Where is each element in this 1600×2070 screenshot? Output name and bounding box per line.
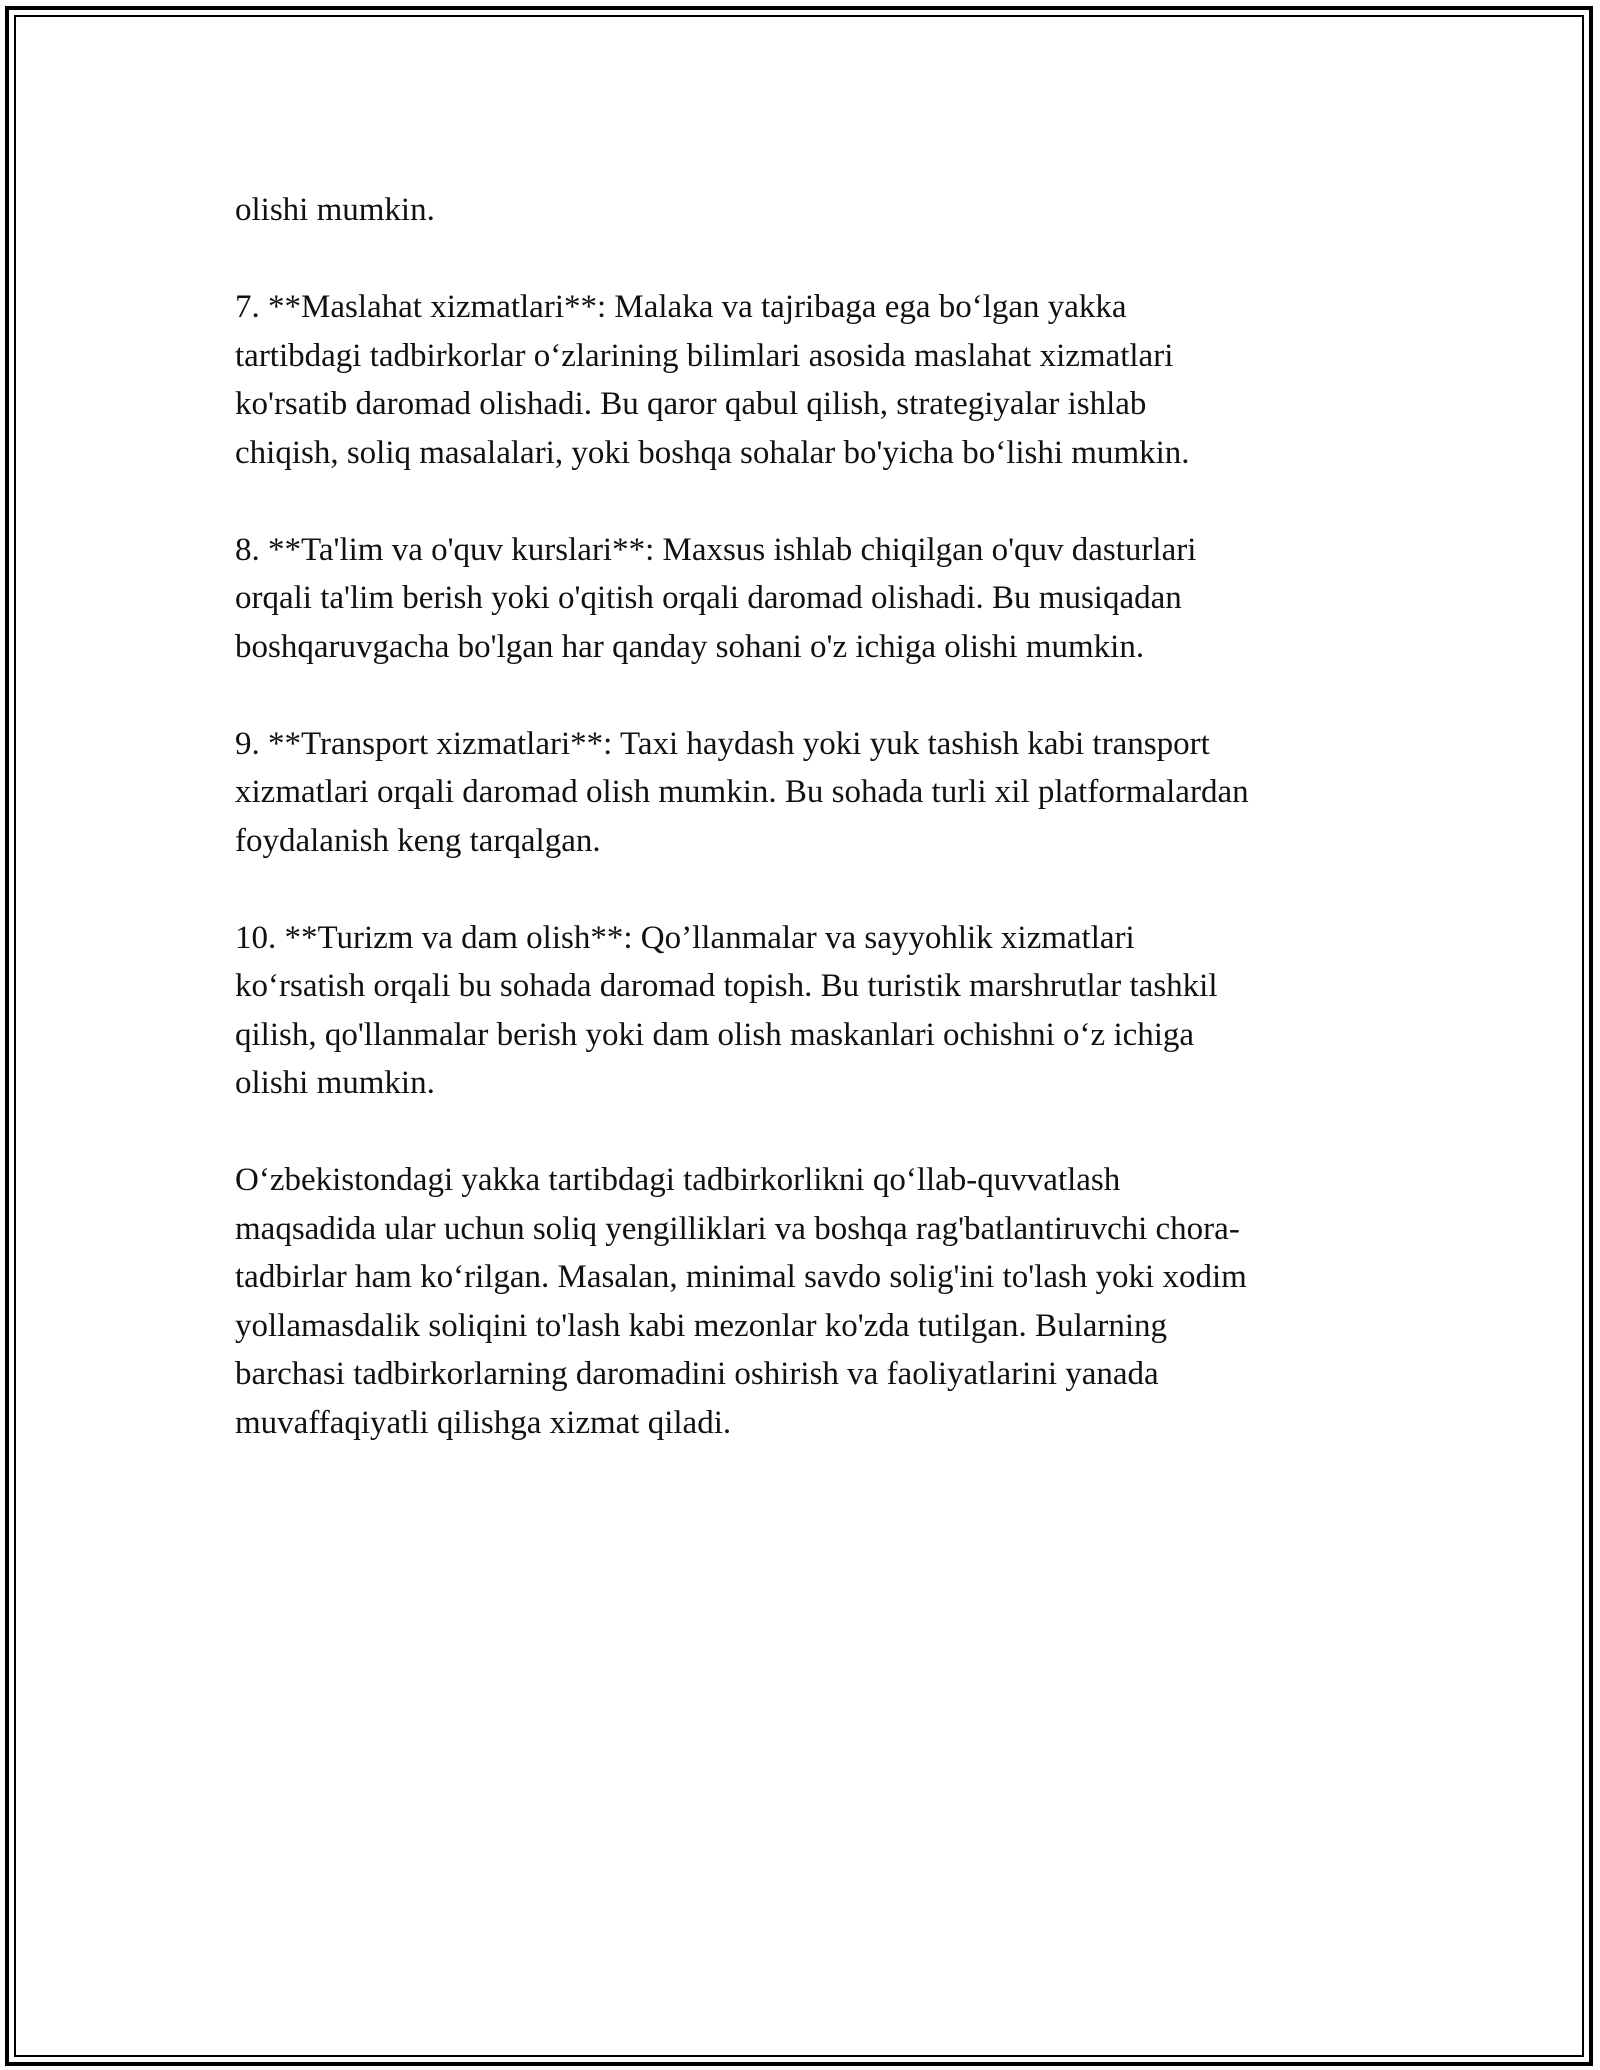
text-line: ko'rsatib daromad olishadi. Bu qaror qabul qilish, strategiyalar ishlab: [235, 386, 1147, 422]
text-line: qilish, qo'llanmalar berish yoki dam olish maskanlari ochishni o‘z ichiga: [235, 1016, 1195, 1053]
text-line: tadbirlar ham ko‘rilgan. Masalan, minimal savdo solig'ini to'lash yoki xodim: [235, 1259, 1247, 1295]
text-line: xizmatlari orqali daromad olish mumkin. Bu sohada turli xil platformalardan: [235, 774, 1249, 810]
text-line: maqsadida ular uchun soliq yengilliklari va boshqa rag'batlantiruvchi chora-: [235, 1210, 1240, 1247]
text-line: tartibdagi tadbirkorlar o‘zlarining bilimlari asosida maslahat xizmatlari: [235, 337, 1174, 374]
text-line: ko‘rsatish orqali bu sohada daromad topish. Bu turistik marshrutlar tashkil: [235, 968, 1218, 1004]
paragraph-conclusion: [235, 1156, 1375, 1447]
text-line: olishi mumkin.: [235, 1065, 435, 1101]
text-line: muvaffaqiyatli qilishga xizmat qiladi.: [235, 1404, 732, 1441]
text-line: barchasi tadbirkorlarning daromadini oshirish va faoliyatlarini yanada: [235, 1356, 1159, 1392]
text-line: 10. **Turizm va dam olish**: Qo’llanmalar va sayyohlik xizmatlari: [235, 919, 1135, 956]
text-line: orqali ta'lim berish yoki o'qitish orqali daromad olishadi. Bu musiqadan: [235, 580, 1182, 616]
text-line: 8. **Ta'lim va o'quv kurslari**: Maxsus ishlab chiqilgan o'quv dasturlari: [235, 531, 1197, 568]
paragraph-item-9: [235, 720, 1375, 866]
document-body: [235, 186, 1375, 1496]
text-line: foydalanish keng tarqalgan.: [235, 822, 601, 859]
text-line: chiqish, soliq masalalari, yoki boshqa sohalar bo'yicha bo‘lishi mumkin.: [235, 434, 1190, 471]
paragraph-item-10: [235, 914, 1375, 1108]
paragraph-continuation: [235, 186, 1375, 235]
paragraph-item-8: [235, 526, 1375, 672]
paragraph-item-7: [235, 283, 1375, 477]
text-line: boshqaruvgacha bo'lgan har qanday sohani o'z ichiga olishi mumkin.: [235, 628, 1145, 665]
text-line: 7. **Maslahat xizmatlari**: Malaka va tajribaga ega bo‘lgan yakka: [235, 289, 1127, 325]
text-line: 9. **Transport xizmatlari**: Taxi haydash yoki yuk tashish kabi transport: [235, 725, 1210, 762]
text-line: olishi mumkin.: [235, 192, 435, 228]
text-line: yollamasdalik soliqini to'lash kabi mezonlar ko'zda tutilgan. Bularning: [235, 1307, 1168, 1344]
text-line: O‘zbekistondagi yakka tartibdagi tadbirkorlikni qo‘llab-quvvatlash: [235, 1162, 1121, 1198]
